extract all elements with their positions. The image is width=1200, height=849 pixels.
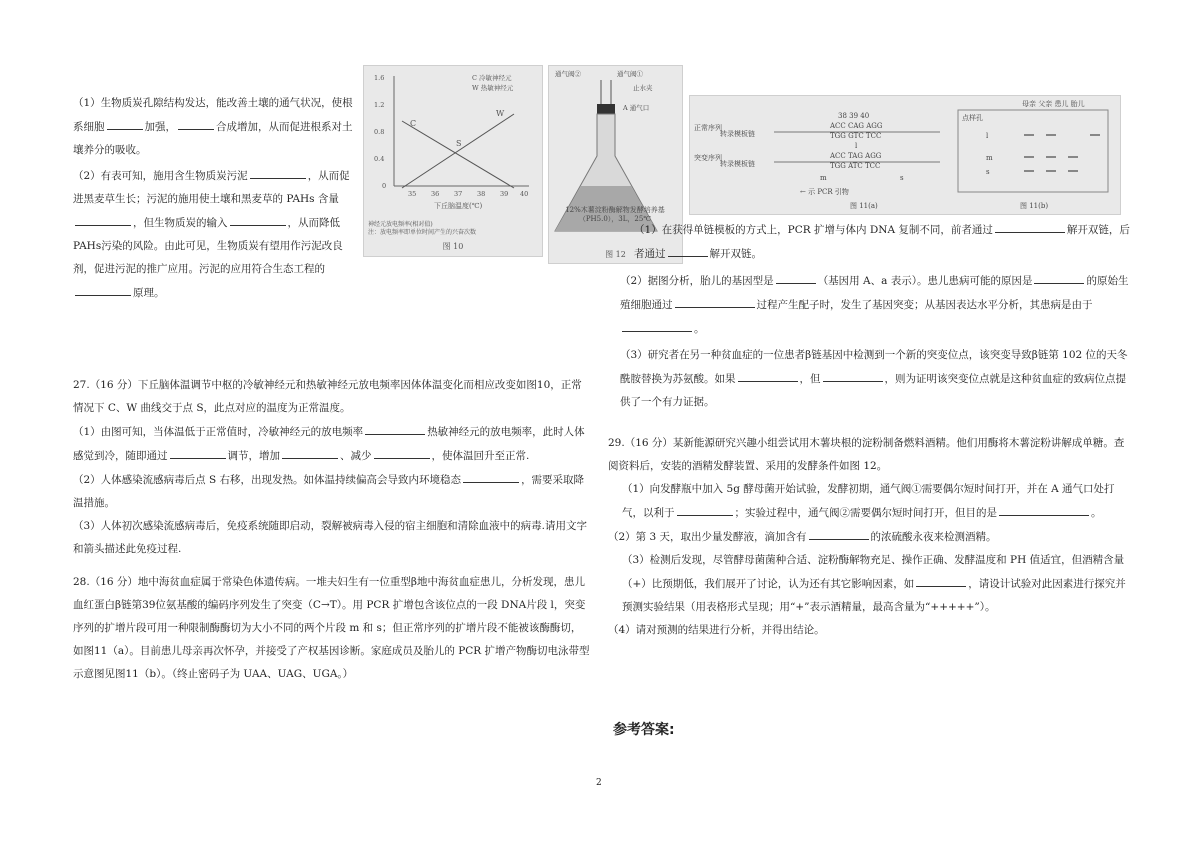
figure-11-pcr [689, 95, 1121, 215]
xtick-4: 39 [500, 190, 509, 198]
normal-bottom: TGG GTC TCC [830, 132, 882, 140]
curve-c [402, 121, 514, 188]
answer-title: 参考答案: [613, 722, 675, 738]
xtick-2: 37 [454, 190, 463, 198]
template-label-2: 转录模板链 [720, 160, 755, 168]
q27-part-1: （1）由图可知，当体温低于正常值时，冷敏神经元的放电频率 热敏神经元的放电频率，此时人体感觉到冷，随即通过 调节，增加 、减少 ，使体温回升至正常. [73, 420, 591, 468]
q27-intro: 27.（16 分）下丘脑体温调节中枢的冷敏神经元和热敏神经元放电频率因体体温变化而相应改变如图10，正常情况下 C、W 曲线交于点 S，此点对应的温度为正常温度。 [73, 379, 582, 414]
question-29 [608, 432, 1132, 642]
question-28-parts [620, 218, 1132, 414]
normal-label: 正常序列 [694, 124, 722, 132]
figure-10-graph [364, 66, 542, 256]
figure-10-neuron-chart [363, 65, 543, 257]
band-l-label: l [986, 132, 989, 140]
primer-label: ← 示 PCR 引物 [800, 188, 849, 196]
q28-part-1: （1）在获得单链模板的方式上，PCR 扩增与体内 DNA 复制不同，前者通过 解开双链，后者通过 解开双链。 [620, 218, 1132, 266]
gel-bands [1024, 135, 1100, 171]
q29-intro: 29.（16 分）某新能源研究兴趣小组尝试用木薯块根的淀粉制备燃料酒精。他们用酶将木薯淀粉讲解成单糖。查阅资料后，安装的酒精发酵装置、采用的发酵条件如图 12。 [608, 437, 1125, 472]
label-w: W [496, 109, 505, 118]
medium-label: 12%木薯淀粉酶解物发酵培养基（PH5.0），3L，25℃ [565, 206, 665, 223]
xtick-5: 40 [520, 190, 529, 198]
q27-part-2: （2）人体感染流感病毒后点 S 右移，出现发热。如体温持续偏高会导致内环境稳态 ，需要采取降温措施。 [73, 468, 591, 515]
fragment-l: l [855, 142, 858, 150]
inlet-label: A 通气口 [623, 104, 650, 112]
legend-w: W 热敏神经元 [472, 84, 514, 92]
xtick-0: 35 [408, 190, 417, 198]
q29-part-3: （3）检测后发现，尽管酵母菌菌种合适、淀粉酶解物充足、操作正确、发酵温度和 PH 值适宜，但酒精含量（+）比预期低，我们展开了讨论，认为还有其它影响因素，如 ，请设计试验对此因素进行探究并预测实验结果（用表格形式呈现；用“+”表示酒精量，最高含量为“+++++”）。 [622, 554, 1126, 613]
figure-10-note: 注：放电频率即单位时间产生的兴奋次数 [368, 229, 477, 236]
template-label-1: 转录模板链 [720, 130, 755, 138]
band-s-label: s [986, 168, 990, 176]
valve-1-label: 通气阀① [617, 70, 643, 78]
q29-part-1: （1）向发酵瓶中加入 5g 酵母菌开始试验，发酵初期，通气阀①需要偶尔短时间打开，并在 A 通气口处打气，以利于 ；实验过程中，通气阀②需要偶尔短时间打开，但目的是 。 [622, 483, 1115, 519]
fragment-m: m [820, 174, 827, 182]
normal-top: ACC CAG AGG [830, 122, 883, 130]
figure-12-caption: 图 12 [605, 250, 626, 259]
label-s: S [456, 139, 462, 148]
fragment-s: s [900, 174, 904, 182]
caption-a: 图 11(a) [850, 202, 878, 210]
mutant-bottom: TGG ATC TCC [830, 162, 881, 170]
positions: 38 39 40 [838, 112, 870, 120]
stopper [597, 104, 615, 114]
q28-part-3: （3）研究者在另一种贫血症的一位患者β链基因中检测到一个新的突变位点，该突变导致β链第 102 位的天冬酰胺替换为苏氨酸。如果 ，但 ，则为证明该突变位点就是这种贫血症的致病位点提供了一个有力证据。 [620, 349, 1128, 408]
q28-part-2: （2）据图分析，胎儿的基因型是 （基因用 A、a 表示）。患儿患病可能的原因是 的原始生殖细胞通过 过程产生配子时，发生了基因突变；从基因表达水平分析，其患病是由于。 [620, 269, 1132, 341]
curve-w [402, 114, 514, 188]
label-c: C [410, 119, 417, 128]
q27-part-3: （3）人体初次感染流感病毒后，免疫系统随即启动，裂解被病毒入侵的宿主细胞和清除血液中的病毒.请用文字和箭头描述此免疫过程. [73, 520, 588, 555]
legend-c: C 冷敏神经元 [472, 74, 512, 82]
figure-10-caption: 图 10 [442, 242, 464, 251]
q29-part-4: （4）请对预测的结果进行分析，并得出结论。 [608, 624, 825, 636]
ytick-1: 1.2 [374, 101, 385, 109]
mutant-label: 突变序列 [694, 154, 722, 162]
question-27 [73, 374, 591, 561]
q26-part-2: （2）有表可知，施用含生物质炭污泥 ，从而促进黑麦草生长；污泥的施用使土壤和黑麦草的 PAHs 含量，但生物质炭的输入 ，从而降低PAHs污染的风险。由此可见，生物质炭有望用作污泥改良剂，促进污泥的推广应用。污泥的应用符合生态工程的原理。 [73, 164, 356, 305]
ytick-2: 0.8 [374, 128, 385, 136]
xtick-3: 38 [477, 190, 486, 198]
y-axis-label: 神经元放电频率(相对值) [368, 221, 433, 228]
ytick-0: 1.6 [374, 74, 385, 82]
x-axis-label: 下丘脑温度(℃) [434, 202, 483, 210]
valve-2-label: 通气阀② [555, 70, 581, 78]
caption-b: 图 11(b) [1020, 202, 1049, 210]
clamp-label: 止水夹 [633, 84, 653, 92]
q29-part-2: （2）第 3 天，取出少量发酵液，滴加含有 的浓硫酸永夜来检测酒精。 [608, 525, 1132, 549]
q26-part-1: （1）生物质炭孔隙结构发达，能改善土壤的通气状况，使根系细胞 加强， 合成增加，从而促进根系对土壤养分的吸收。 [73, 97, 353, 156]
band-m-label: m [986, 154, 993, 162]
figure-11-drawing [690, 96, 1120, 214]
gel-box [958, 110, 1108, 192]
page-number: 2 [596, 778, 602, 788]
q28-intro: 28.（16 分）地中海贫血症属于常染色体遗传病。一堆夫妇生有一位重型β地中海贫血症患儿，分析发现，患儿血红蛋白β链第39位氨基酸的编码序列发生了突变（C→T）。用 PCR 扩增包含该位点的一段 DNA片段 l，突变序列的扩增片段可用一种限制酶酶切为大小不同的两个片段 m 和 s；但正常序列的扩增片段不能被该酶酶切，如图11（a）。目前患儿母亲再次怀孕，并接受了产权基因诊断。家庭成员及胎儿的 PCR 扩增产物酶切电泳带型示意图见图11（b）。（终止密码子为 UAA、UAG、UGA。） [73, 576, 590, 680]
well-label: 点样孔 [962, 114, 983, 122]
question-26-continued [73, 92, 356, 305]
members-label: 母亲 父亲 患儿 胎儿 [1022, 100, 1085, 108]
ytick-3: 0.4 [374, 155, 385, 163]
question-28-intro-block [73, 571, 591, 686]
xtick-1: 36 [431, 190, 440, 198]
mutant-top: ACC TAG AGG [830, 152, 882, 160]
ytick-4: 0 [382, 182, 387, 190]
